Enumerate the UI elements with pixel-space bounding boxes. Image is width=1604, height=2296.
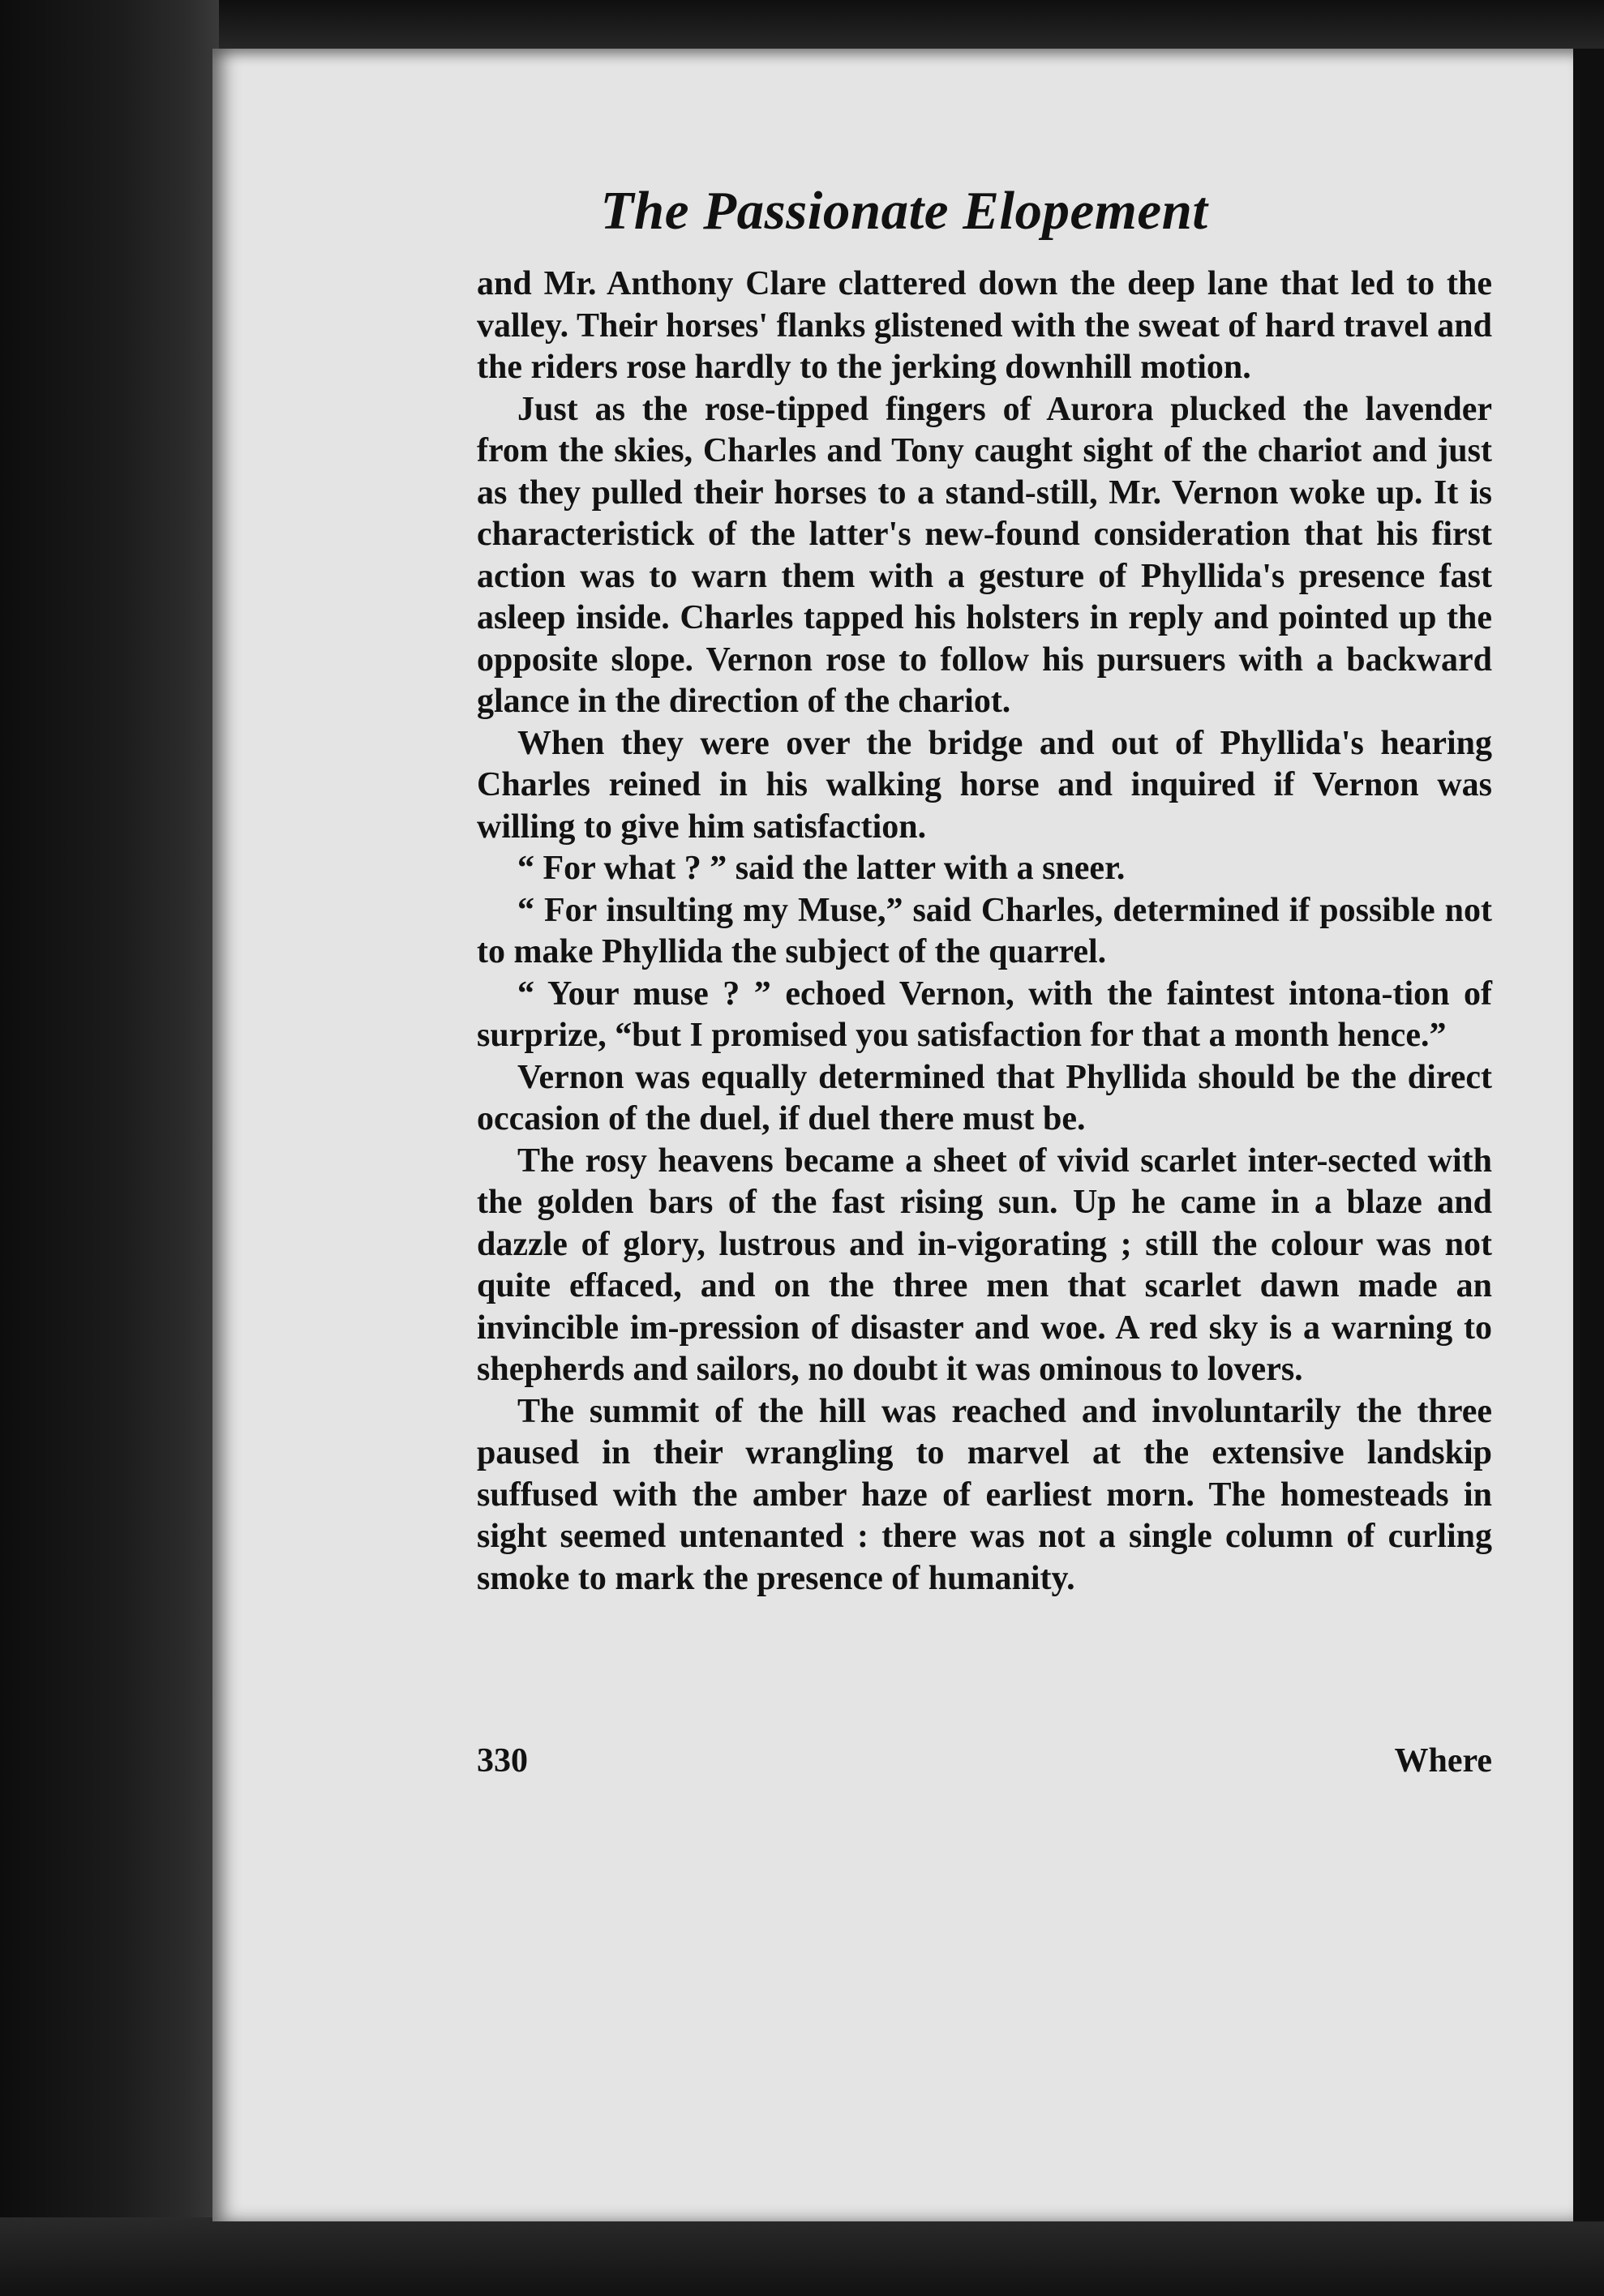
- paragraph-9: The summit of the hill was reached and involuntarily the three paused in their wrangling to marvel at the extensive landskip suffused with the amber haze of earliest morn. The homesteads in sight seemed untenanted : there was not a single column of curling smoke to mark the presence of humanity.: [477, 1392, 1492, 1597]
- catchword: Where: [1394, 1742, 1492, 1780]
- paragraph-2: Just as the rose-tipped fingers of Aurora plucked the lavender from the skies, Charles and Tony caught sight of the chariot and just as they pulled their horses to a stand-still, Mr. Vernon woke up. It is characteristick of the latter's new-found consideration that his first action was to warn them with a gesture of Phyllida's presence fast asleep inside. Charles tapped his holsters in reply and pointed up the opposite slope. Vernon rose to follow his pursuers with a backward glance in the direction of the chariot.: [477, 390, 1492, 720]
- paragraph-5: “ For insulting my Muse,” said Charles, determined if possible not to make Phyllida the subject of the quarrel.: [477, 891, 1492, 970]
- body-text: [477, 263, 1492, 1600]
- running-head: The Passionate Elopement: [600, 181, 1208, 241]
- page-right-edge: [1573, 49, 1604, 2221]
- scan-border-bottom: [0, 2217, 1604, 2296]
- paragraph-1: and Mr. Anthony Clare clattered down the deep lane that led to the valley. Their horses' flanks glistened with the sweat of hard travel and the riders rose hardly to the jerking downhill motion.: [477, 265, 1492, 386]
- page-number: 330: [477, 1742, 528, 1780]
- scan-border-left: [0, 0, 219, 2296]
- paragraph-8: The rosy heavens became a sheet of vivid scarlet inter-sected with the golden bars of the fast rising sun. Up he came in a blaze and dazzle of glory, lustrous and in-vigorating ; still the colour was not quite effaced, and on the three men that scarlet dawn made an invincible im-pression of disaster and woe. A red sky is a warning to shepherds and sailors, no doubt it was ominous to lovers.: [477, 1142, 1492, 1388]
- paragraph-4: “ For what ? ” said the latter with a sneer.: [517, 850, 1126, 887]
- paragraph-3: When they were over the bridge and out of Phyllida's hearing Charles reined in his walking horse and inquired if Vernon was willing to give him satisfaction.: [477, 724, 1492, 846]
- paragraph-6: “ Your muse ? ” echoed Vernon, with the faintest intona-tion of surprize, “but I promised you satisfaction for that a month hence.”: [477, 975, 1492, 1054]
- paragraph-7: Vernon was equally determined that Phyllida should be the direct occasion of the duel, if duel there must be.: [477, 1058, 1492, 1137]
